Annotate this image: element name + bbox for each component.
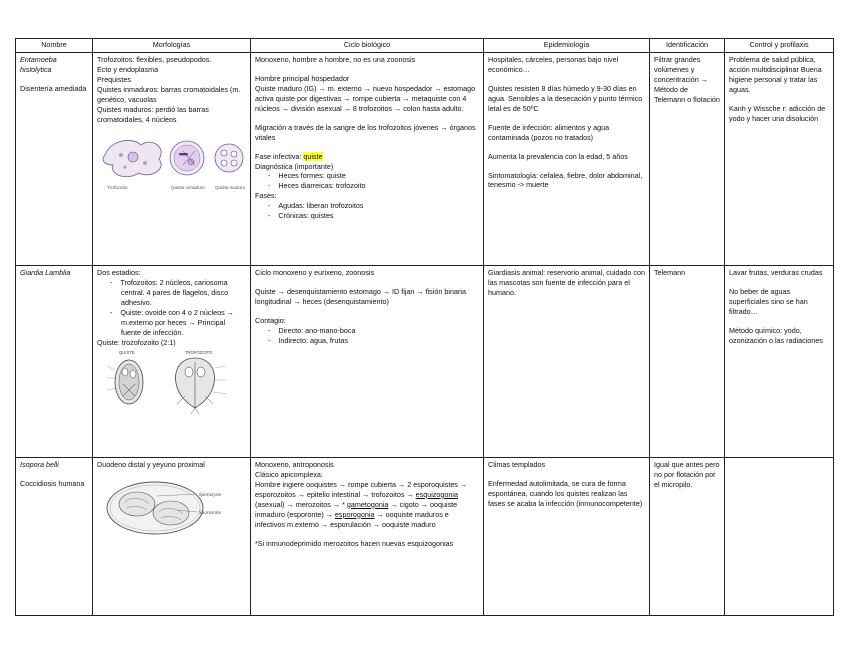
text-line: Quistes inmaduros: barras cromatoidales (m. genético, vacuolas bbox=[97, 84, 241, 104]
table-row bbox=[16, 266, 834, 458]
giardia-quiste-drawing bbox=[107, 360, 143, 404]
list-item: - Agudas: liberan trofozoitos bbox=[268, 201, 364, 211]
cell-ciclo bbox=[251, 458, 484, 616]
table-row bbox=[16, 53, 834, 266]
infective-phase: Fase infectiva: quiste bbox=[255, 151, 323, 161]
trofozoito-drawing bbox=[103, 140, 161, 176]
cell-nombre bbox=[16, 53, 93, 266]
text-line: Monoxeno, hombre a hombre, no es una zoonosis bbox=[255, 55, 416, 64]
cell-identificacion bbox=[650, 53, 725, 266]
list-item: - Crónicas: quistes bbox=[268, 211, 334, 221]
figure-label: Quiste inmaduro bbox=[171, 184, 205, 190]
text-line: Giardiasis animal: reservorio animal, cuidado con las mascotas son fuente de infección para el humano. bbox=[488, 268, 645, 297]
cell-epidemiologia bbox=[484, 53, 650, 266]
text-line: Sintomatología: cefalea, fiebre, dolor abdominal, tenesmo -> muerte bbox=[488, 170, 643, 190]
header-row bbox=[16, 39, 834, 53]
text-line: Quistes resisten 8 días húmedo y 9-30 días en agua. Sensibles a la desecación y punto térmico letal es de 50ºC bbox=[488, 83, 643, 113]
figure-label: Sporozoite bbox=[199, 509, 221, 516]
entamoeba-illustration bbox=[97, 125, 247, 193]
figure-label: QUISTE bbox=[119, 349, 135, 355]
header-ciclo: Ciclo biológico bbox=[251, 39, 484, 53]
text-line: Filtrar grandes volúmenes y concentración → Método de Telemann o flotación bbox=[654, 55, 720, 104]
cell-identificacion bbox=[650, 458, 725, 616]
text-line: Hospitales, cárceles, personas bajo nivel económico… bbox=[488, 55, 619, 74]
text-line: Trofozoitos: flexibles, pseudopodos. bbox=[97, 55, 212, 64]
species-name: Giardia Lamblia bbox=[20, 268, 71, 277]
text-line: Contagio: bbox=[255, 315, 286, 325]
text-line: Quiste: trozofozoito (2:1) bbox=[97, 337, 176, 347]
text-line: Prequistes bbox=[97, 74, 131, 84]
header-identificacion: Identificación bbox=[650, 39, 725, 53]
cell-control bbox=[725, 266, 834, 458]
cycle-description: Hombre ingiere ooquistes → rompe cubierta → 2 esporoquistes → esporozoitos → epitelio intestinal → trofozoitos → esquizogonia (asexual) → merozoitos → * gametogonia → cigoto → ooquiste inmaduro (esporonte) → esporogonia → ooquiste maduros e infectivos m.externo → esporulación → ooquiste maduro bbox=[255, 479, 468, 529]
cell-ciclo bbox=[251, 53, 484, 266]
header-nombre: Nombre bbox=[16, 39, 93, 53]
text-line: Enfermedad autolimitada, se cura de forma espontánea, cuando los quistes realizan las fases se acaba la infección (inmunocompetente) bbox=[488, 478, 643, 508]
parasitology-table bbox=[15, 38, 834, 616]
figure-label: Trofozoíto bbox=[107, 184, 128, 190]
cell-morfologia bbox=[93, 458, 251, 616]
text-line: Quiste maduro (IG) → m. externo → nuevo hospedador → estomago activa quiste por digestivas → rompe cubierta → metaquiste con 4 núcleos → división asexual → 8 trofozoitos → colon hasta adulto. bbox=[255, 83, 476, 113]
text-line: Hombre principal hospedador bbox=[255, 73, 350, 83]
text-line: Quiste → desenquistamiento estomago → ID fijan → fisión binaria longitudinal → heces (desenquistamiento) bbox=[255, 286, 466, 306]
list-item: - Indirecto: agua, frutas bbox=[268, 335, 348, 345]
cell-control bbox=[725, 53, 834, 266]
text-line: Kanh y Wissche r: adicción de yodo y hacer una disolución bbox=[729, 103, 826, 123]
highlight: quiste bbox=[303, 151, 323, 161]
figure-label: TROFOZOITO bbox=[185, 349, 213, 355]
species-name: Entamoeba histolytica bbox=[20, 55, 57, 74]
cell-identificacion bbox=[650, 266, 725, 458]
list-item: - Heces formes: quiste bbox=[268, 171, 346, 181]
text-line: Clásico apicomplexa: bbox=[255, 469, 323, 479]
header-morfologia: Morfologías bbox=[93, 39, 251, 53]
isospora-illustration bbox=[97, 470, 247, 540]
text-line: Duodeno distal y yeyuno proximal bbox=[97, 460, 205, 469]
text-line: Igual que antes pero no por flotación por el micropilo. bbox=[654, 460, 720, 489]
list-item: - Directo: ano-mano-boca bbox=[268, 325, 356, 335]
disease-name: Coccidiosis humana bbox=[20, 478, 85, 488]
quiste-inmaduro-drawing bbox=[170, 141, 204, 175]
list-item: - Trofozoitos: 2 núcleos, cariosoma central. 4 pares de flagelos, disco adhesivo. bbox=[110, 277, 229, 307]
text-line: Quistes maduros: perdió las barras cromatoidales, 4 núcleos bbox=[97, 104, 209, 124]
list-item: - Quiste: ovoide con 4 o 2 núcleos → m.externo por heces → Principal fuente de infección. bbox=[110, 307, 234, 337]
text-line: Fuente de infección: alimentos y agua contaminada (pozos no tratados) bbox=[488, 122, 610, 142]
text-line: Método químico: yodo, ozonización o las radiaciones bbox=[729, 325, 823, 345]
cell-ciclo bbox=[251, 266, 484, 458]
text-line: Ciclo monoxeno y eurixeno, zoonosis bbox=[255, 268, 375, 277]
quiste-maduro-drawing bbox=[215, 144, 243, 172]
cell-nombre bbox=[16, 458, 93, 616]
cell-epidemiologia bbox=[484, 266, 650, 458]
figure-label: Quiste maduro bbox=[215, 184, 246, 190]
table-row bbox=[16, 458, 834, 616]
footnote: *Si inmunodeprimido merozoitos hacen nuevas esquizogonias bbox=[255, 538, 454, 548]
cell-nombre bbox=[16, 266, 93, 458]
text-line: Fases: bbox=[255, 191, 277, 201]
giardia-illustration bbox=[97, 348, 247, 416]
species-name: Isopora belli bbox=[20, 460, 59, 469]
text-line: Diagnóstica (importante) bbox=[255, 161, 334, 171]
text-line: Monoxeno, antroponosis bbox=[255, 460, 334, 469]
list-item: - Heces diarreicas: trofozoito bbox=[268, 181, 366, 191]
text-line: Aumenta la prevalencia con la edad, 5 años bbox=[488, 151, 628, 161]
cell-control bbox=[725, 458, 834, 616]
cell-morfologia bbox=[93, 266, 251, 458]
text-line: Problema de salud pública, acción multidisciplinar Buena higiene personal y tratar las aguas. bbox=[729, 55, 822, 94]
text-line: Lavar frutas, verduras crudas bbox=[729, 268, 823, 277]
giardia-trofozoito-drawing bbox=[176, 358, 227, 414]
text-line: Telemann bbox=[654, 268, 686, 277]
header-control: Control y profilaxis bbox=[725, 39, 834, 53]
figure-label: Sporozyste bbox=[199, 491, 222, 498]
text-line: No beber de aguas superficiales sino se han filtrado… bbox=[729, 286, 808, 316]
disease-name: Disentería amediada bbox=[20, 83, 87, 93]
text-line: Dos estadios: bbox=[97, 268, 141, 277]
header-epidemiologia: Epidemiología bbox=[484, 39, 650, 53]
text-line: Migración a través de la sangre de los trofozoitos jóvenes → órganos vitales bbox=[255, 122, 476, 142]
cell-epidemiologia bbox=[484, 458, 650, 616]
text-line: Ecto y endoplasma bbox=[97, 64, 159, 74]
cell-morfologia bbox=[93, 53, 251, 266]
oocyst-drawing bbox=[107, 482, 203, 534]
text-line: Climas templados bbox=[488, 460, 546, 469]
